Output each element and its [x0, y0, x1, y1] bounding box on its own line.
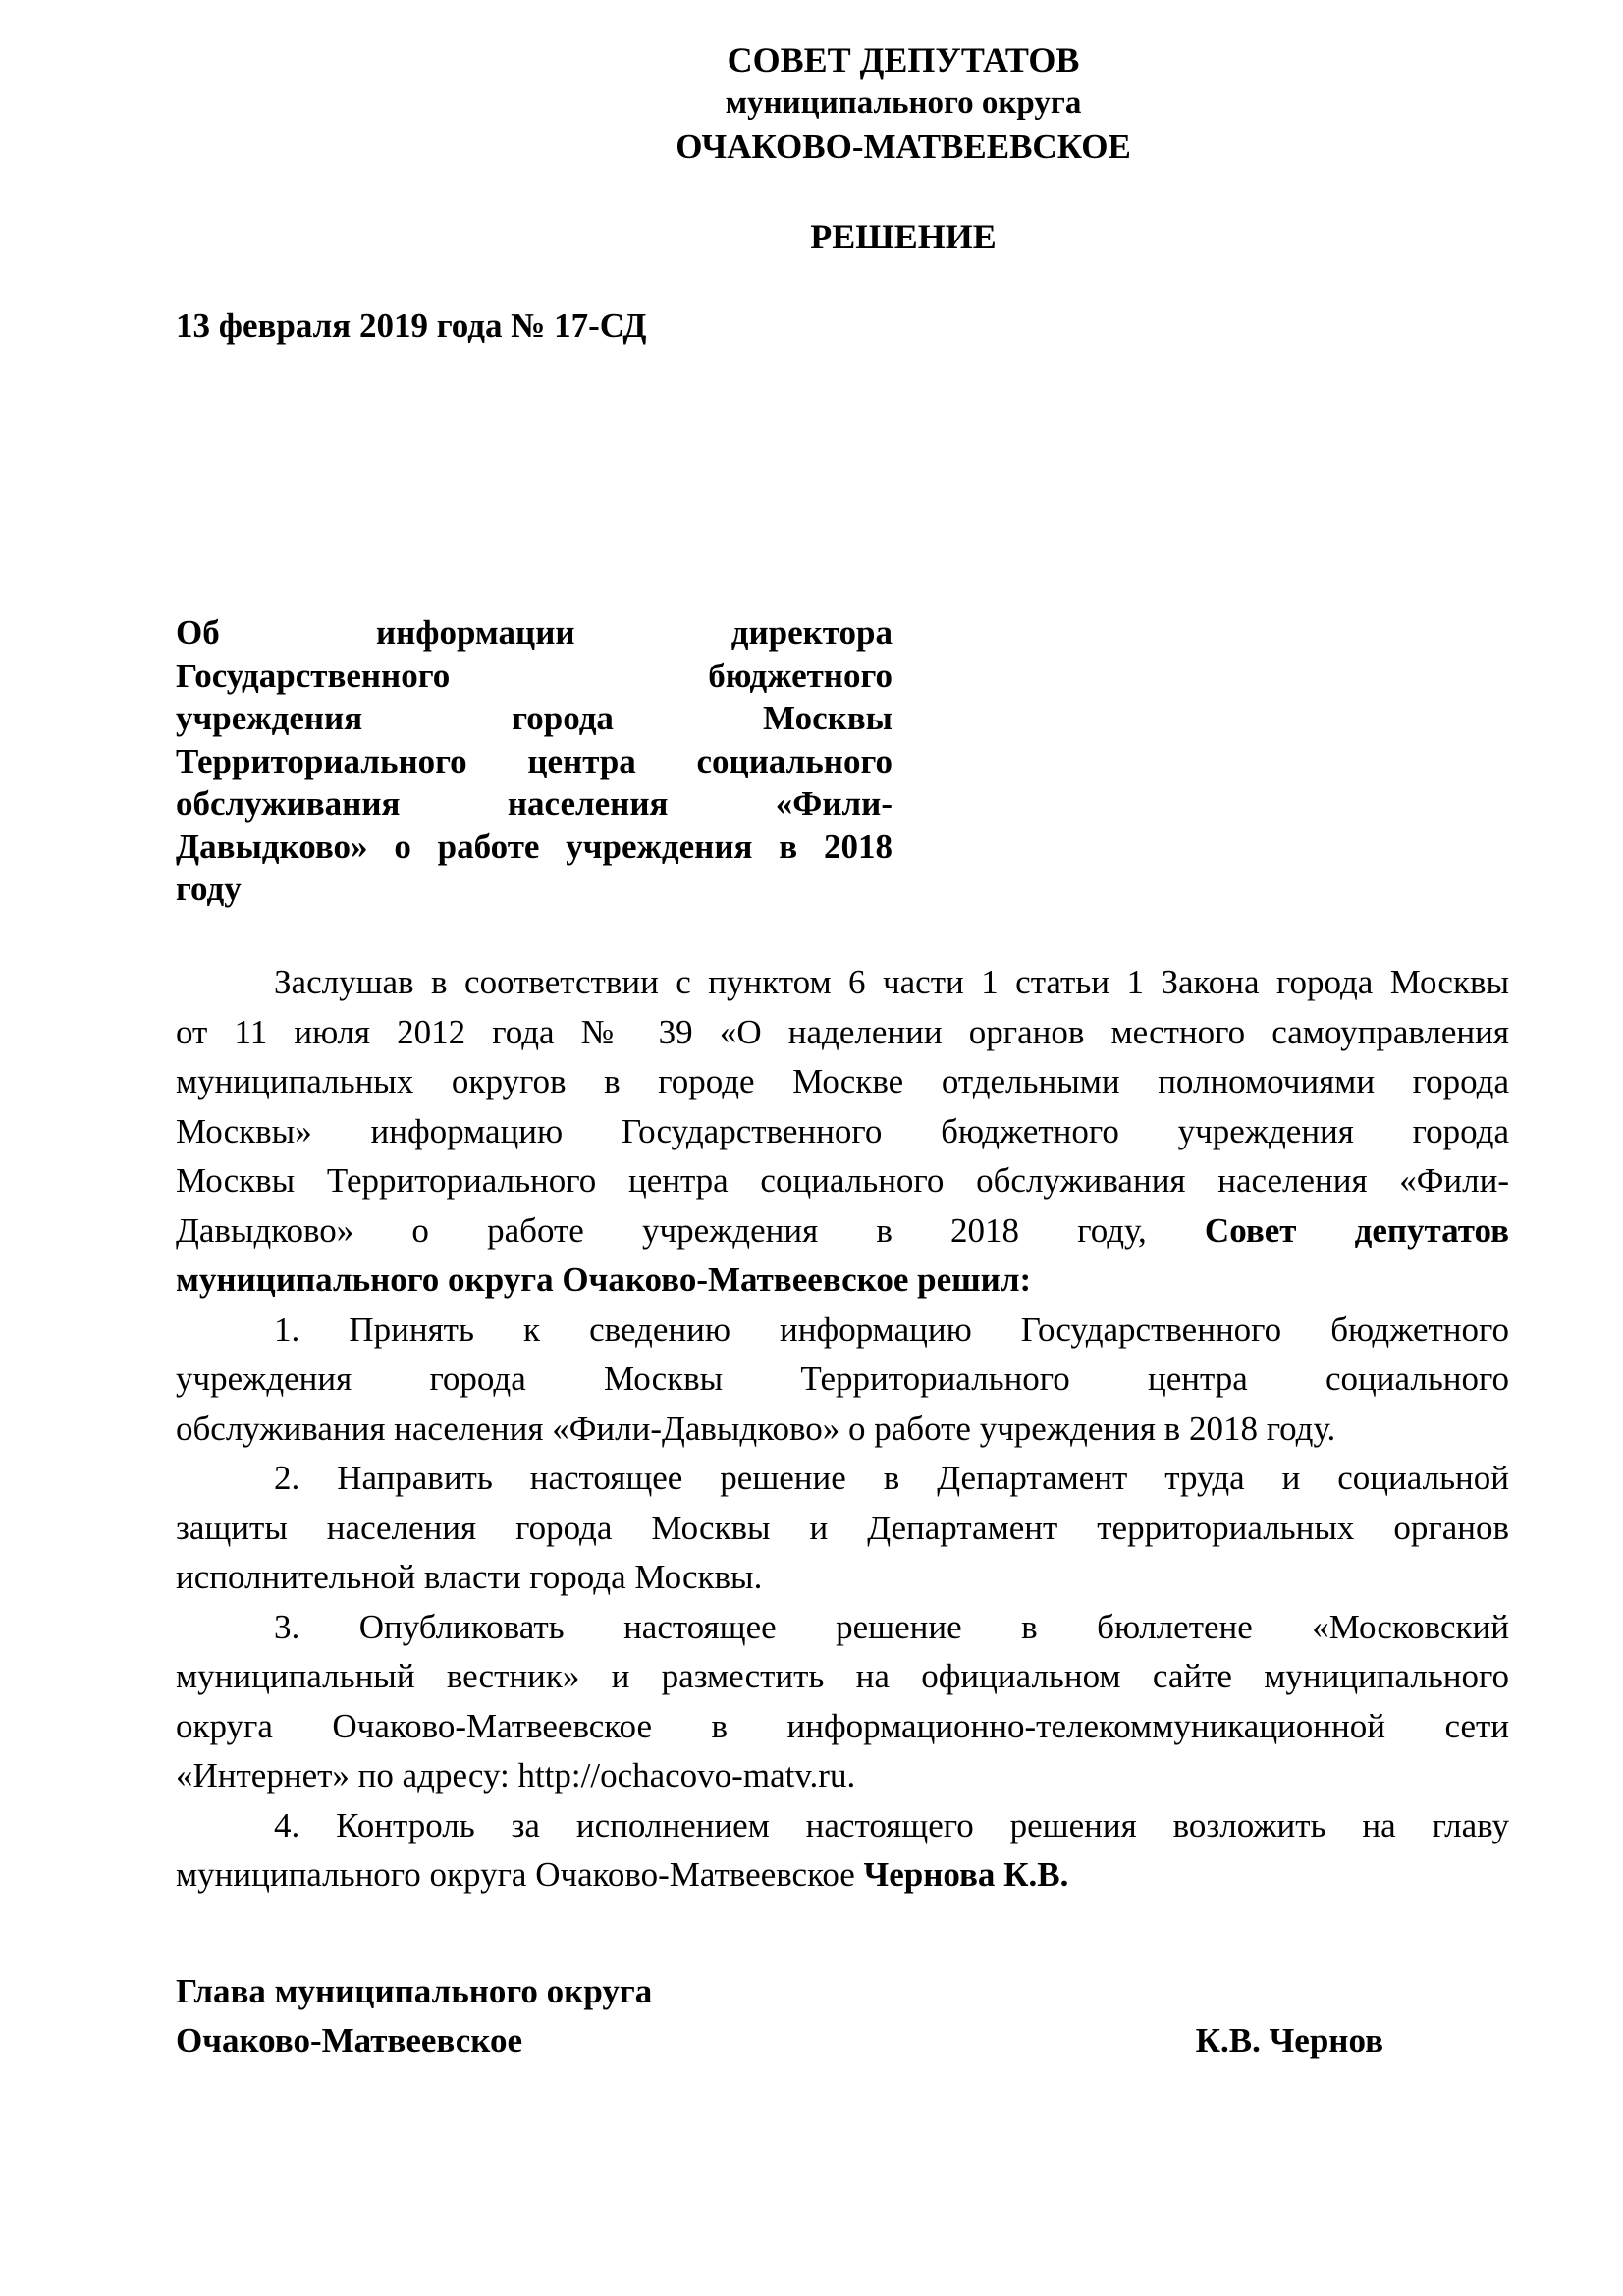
subject-line: Территориального центра социального — [176, 741, 893, 780]
preamble-line: Заслушав в соответствии с пунктом 6 части 1 статьи 1 Закона города Москвы — [274, 963, 1509, 1001]
item-1-line: обслуживания населения «Фили-Давыдково» о работе учреждения в 2018 году. — [176, 1409, 1336, 1448]
decision-subject — [176, 612, 893, 911]
subject-line: Государственного бюджетного — [176, 656, 893, 695]
item-2-line: 2. Направить настоящее решение в Департамент труда и социальной — [274, 1459, 1509, 1497]
preamble-line: муниципальных округов в городе Москве отдельными полномочиями города — [176, 1062, 1509, 1100]
item-4-text: муниципального округа Очаково-Матвеевское — [176, 1855, 864, 1894]
item-1-line: 1. Принять к сведению информацию Государственного бюджетного — [274, 1309, 1509, 1349]
council-resolved: Совет депутатов — [1204, 1210, 1509, 1250]
preamble-line — [176, 1206, 1509, 1256]
item-4-responsible: Чернова К.В. — [863, 1855, 1069, 1894]
item-2-line: исполнительной власти города Москвы. — [176, 1558, 763, 1596]
subject-line: обслуживания населения «Фили- — [176, 784, 893, 823]
signature-title: Глава муниципального округа — [176, 1972, 653, 2010]
item-3-line: муниципальный вестник» и разместить на официальном сайте муниципального — [176, 1657, 1509, 1695]
subject-line: Об информации директора — [176, 614, 893, 652]
item-1-line: учреждения города Москвы Территориального центра социального — [176, 1360, 1509, 1398]
preamble-resolved-line: муниципального округа Очаково-Матвеевское решил: — [176, 1260, 1032, 1299]
preamble-line: от 11 июля 2012 года № 39 «О наделении органов местного самоуправления — [176, 1012, 1509, 1051]
item-3-line: 3. Опубликовать настоящее решение в бюллетене «Московский — [274, 1607, 1509, 1646]
signature-district: Очаково-Матвеевское — [176, 2021, 523, 2059]
decision-title: РЕШЕНИЕ — [810, 217, 997, 256]
item-4-line: 4. Контроль за исполнением настоящего решения возложить на главу — [274, 1805, 1509, 1844]
decision-body — [176, 958, 1509, 1900]
item-3-line: «Интернет» по адресу: http://ochacovo-matv.ru. — [176, 1756, 856, 1794]
district-name: ОЧАКОВО-МАТВЕЕВСКОЕ — [676, 128, 1131, 166]
preamble-line: Москвы Территориального центра социального обслуживания населения «Фили- — [176, 1161, 1509, 1200]
subject-line: году — [176, 870, 242, 908]
district-label: муниципального округа — [725, 85, 1082, 121]
subject-line: учреждения города Москвы — [176, 699, 893, 737]
item-3-line: округа Очаково-Матвеевское в информационно-телекоммуникационной сети — [176, 1706, 1509, 1745]
signature-block — [176, 1967, 1383, 2065]
preamble-line: Москвы» информацию Государственного бюджетного учреждения города — [176, 1111, 1509, 1150]
council-name: СОВЕТ ДЕПУТАТОВ — [727, 40, 1080, 80]
decision-date-number: 13 февраля 2019 года № 17-СД — [176, 306, 647, 345]
signature-row — [176, 2016, 1383, 2065]
item-4-line — [176, 1850, 1509, 1900]
document-header — [530, 37, 1276, 171]
preamble-text: Давыдково» о работе учреждения в 2018 году, — [176, 1210, 1205, 1250]
signature-name: К.В. Чернов — [1195, 2021, 1383, 2059]
item-2-line: защиты населения города Москвы и Департамент территориальных органов — [176, 1508, 1509, 1547]
subject-line: Давыдково» о работе учреждения в 2018 — [176, 827, 893, 866]
